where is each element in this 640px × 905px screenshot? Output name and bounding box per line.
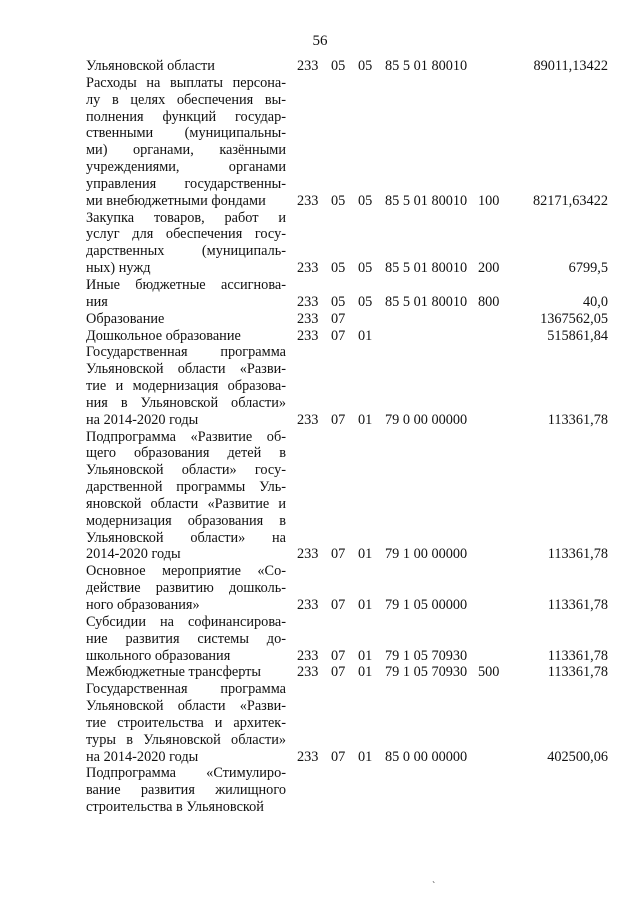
scan-mark: ` <box>432 881 436 892</box>
row-name-line: Образование <box>86 310 165 327</box>
section-code: 07 <box>331 647 346 664</box>
subsection-code: 01 <box>358 327 373 344</box>
amount: 40,0 <box>582 293 608 310</box>
page-number: 56 <box>312 33 328 49</box>
section-code: 07 <box>331 748 346 765</box>
subsection-code: 05 <box>358 260 373 277</box>
row-name-line: ние развития системы до- <box>86 630 286 647</box>
table-row <box>0 75 640 210</box>
table-row <box>0 277 640 311</box>
target-article-code: 79 1 05 70930 <box>385 647 468 664</box>
row-name-line: на 2014-2020 годы <box>86 748 199 765</box>
subsection-code: 01 <box>358 546 373 563</box>
table-row <box>0 765 640 816</box>
amount: 82171,63422 <box>532 192 608 209</box>
target-article-code: 79 1 00 00000 <box>385 546 468 563</box>
target-article-code: 79 1 05 00000 <box>385 597 468 613</box>
amount: 1367562,05 <box>540 310 608 327</box>
row-name <box>86 75 286 210</box>
ministry-code: 233 <box>297 192 319 209</box>
ministry-code: 233 <box>297 293 319 310</box>
row-codes <box>0 58 640 75</box>
row-name-line: лу в целях обеспечения вы- <box>86 91 286 108</box>
row-codes <box>0 260 640 277</box>
row-name-line: Государственная программа <box>86 681 286 698</box>
row-name-line: Основное мероприятие «Со- <box>86 563 286 580</box>
row-name-line: учреждениями, органами <box>86 159 286 176</box>
section-code: 05 <box>331 293 346 310</box>
table-row <box>0 311 640 328</box>
row-name-line: яновской области «Развитие и <box>86 495 286 512</box>
amount: 113361,78 <box>547 597 608 613</box>
row-name-line: на 2014-2020 годы <box>86 411 199 428</box>
row-name <box>86 429 286 564</box>
row-name-line: ми внебюджетными фондами <box>86 192 266 209</box>
ministry-code: 233 <box>297 546 319 563</box>
section-code: 05 <box>331 260 346 277</box>
row-codes <box>0 193 640 210</box>
row-name-line: Ульяновской области» на <box>86 529 286 546</box>
row-codes <box>0 597 640 614</box>
row-name-line: ственными (муниципальны- <box>86 125 286 142</box>
row-codes <box>0 546 640 563</box>
section-code: 07 <box>331 310 346 327</box>
subsection-code: 01 <box>358 597 373 613</box>
row-name-line: Государственная программа <box>86 344 286 361</box>
target-article-code: 79 0 00 00000 <box>385 411 468 428</box>
ministry-code: 233 <box>297 310 319 327</box>
row-name-line: ния в Ульяновской области» <box>86 394 286 411</box>
table-row <box>0 344 640 428</box>
row-name-line: Ульяновской области <box>86 58 215 74</box>
expense-type-code: 500 <box>478 664 500 681</box>
table-row <box>0 328 640 345</box>
row-codes <box>0 799 640 816</box>
row-codes <box>0 412 640 429</box>
row-name-line: управления государственны- <box>86 175 286 192</box>
subsection-code: 01 <box>358 748 373 765</box>
subsection-code: 05 <box>358 58 373 74</box>
row-name-line: модернизация образования в <box>86 512 286 529</box>
ministry-code: 233 <box>297 647 319 664</box>
amount: 113361,78 <box>547 546 608 563</box>
expense-type-code: 200 <box>478 260 500 277</box>
section-code: 07 <box>331 597 346 613</box>
row-codes <box>0 311 640 328</box>
row-name-line: Дошкольное образование <box>86 327 241 344</box>
row-name-line: Ульяновской области» госу- <box>86 462 286 479</box>
row-codes <box>0 294 640 311</box>
row-name-line: дарственной программы Уль- <box>86 479 286 496</box>
row-name-line: Подпрограмма «Развитие об- <box>86 428 286 445</box>
row-codes <box>0 664 640 681</box>
section-code: 07 <box>331 664 346 681</box>
amount: 89011,13422 <box>533 58 608 74</box>
section-code: 05 <box>331 192 346 209</box>
row-codes <box>0 648 640 665</box>
target-article-code: 85 0 00 00000 <box>385 748 468 765</box>
subsection-code: 05 <box>358 293 373 310</box>
row-name-line: Подпрограмма «Стимулиро- <box>86 765 286 782</box>
table-row <box>0 563 640 614</box>
row-name-line: дарственных (муниципаль- <box>86 243 286 260</box>
subsection-code: 01 <box>358 647 373 664</box>
row-name-line: действие развитию дошколь- <box>86 580 286 597</box>
row-name-line: ми) органами, казёнными <box>86 142 286 159</box>
row-name-line: Закупка товаров, работ и <box>86 209 286 226</box>
subsection-code: 01 <box>358 411 373 428</box>
amount: 6799,5 <box>568 260 608 277</box>
row-name-line: Расходы на выплаты персона- <box>86 74 286 91</box>
amount: 515861,84 <box>547 327 608 344</box>
target-article-code: 79 1 05 70930 <box>385 664 468 681</box>
section-code: 07 <box>331 546 346 563</box>
row-codes <box>0 328 640 345</box>
row-name-line: Субсидии на софинансирова- <box>86 613 286 630</box>
ministry-code: 233 <box>297 411 319 428</box>
table-row <box>0 614 640 665</box>
row-name-line: школьного образования <box>86 647 231 664</box>
budget-table <box>0 58 640 816</box>
row-name-line: ния <box>86 293 108 310</box>
row-name-line: туры в Ульяновской области» <box>86 731 286 748</box>
row-name-line: 2014-2020 годы <box>86 546 181 563</box>
row-name-line: ного образования» <box>86 597 200 613</box>
row-name-line: Межбюджетные трансферты <box>86 664 262 681</box>
row-codes <box>0 749 640 766</box>
amount: 113361,78 <box>547 664 608 681</box>
ministry-code: 233 <box>297 597 319 613</box>
target-article-code: 85 5 01 80010 <box>385 293 468 310</box>
subsection-code: 05 <box>358 192 373 209</box>
amount: 113361,78 <box>547 647 608 664</box>
table-row <box>0 664 640 681</box>
table-row <box>0 429 640 564</box>
expense-type-code: 100 <box>478 192 500 209</box>
ministry-code: 233 <box>297 748 319 765</box>
row-name-line: Ульяновской области «Разви- <box>86 698 286 715</box>
section-code: 05 <box>331 58 346 74</box>
row-name-line: Иные бюджетные ассигнова- <box>86 276 286 293</box>
row-name-line: строительства в Ульяновской <box>86 799 264 816</box>
target-article-code: 85 5 01 80010 <box>385 260 468 277</box>
target-article-code: 85 5 01 80010 <box>385 58 468 74</box>
row-name-line: тие строительства и архитек- <box>86 714 286 731</box>
ministry-code: 233 <box>297 664 319 681</box>
row-name-line: щего образования детей в <box>86 445 286 462</box>
table-row <box>0 58 640 75</box>
row-name-line: тие и модернизация образова- <box>86 378 286 395</box>
expense-type-code: 800 <box>478 293 500 310</box>
section-code: 07 <box>331 327 346 344</box>
row-name-line: услуг для обеспечения госу- <box>86 226 286 243</box>
ministry-code: 233 <box>297 260 319 277</box>
row-name-line: Ульяновской области «Разви- <box>86 361 286 378</box>
row-name-line: вание развития жилищного <box>86 782 286 799</box>
table-row <box>0 681 640 765</box>
row-name-line: ных) нужд <box>86 260 151 277</box>
target-article-code: 85 5 01 80010 <box>385 192 468 209</box>
section-code: 07 <box>331 411 346 428</box>
table-row <box>0 210 640 277</box>
ministry-code: 233 <box>297 58 319 74</box>
amount: 402500,06 <box>547 748 608 765</box>
amount: 113361,78 <box>547 411 608 428</box>
ministry-code: 233 <box>297 327 319 344</box>
subsection-code: 01 <box>358 664 373 681</box>
row-name-line: полнения функций государ- <box>86 108 286 125</box>
